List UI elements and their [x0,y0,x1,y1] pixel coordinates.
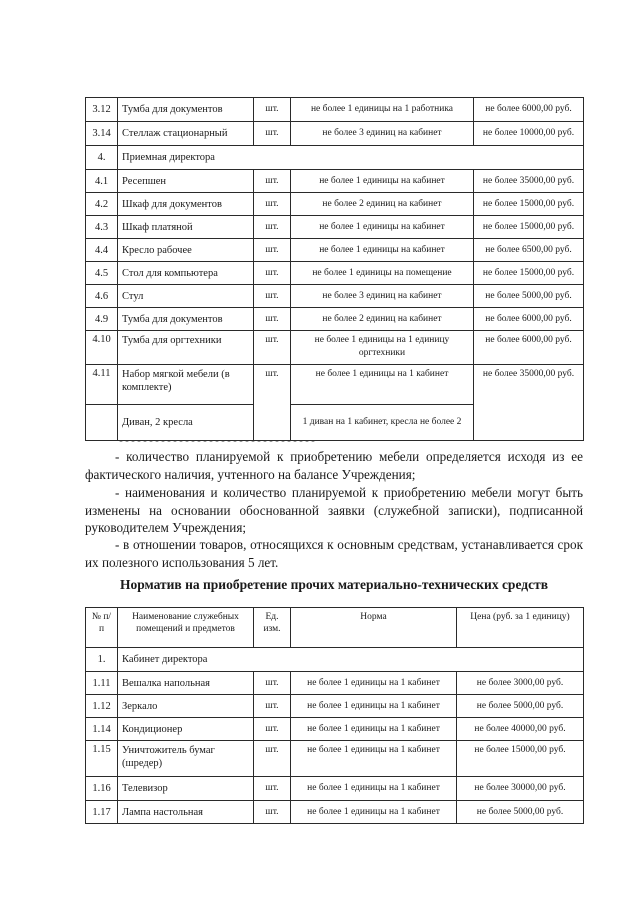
item-price: не более 10000,00 руб. [474,122,584,146]
item-name: Тумба для оргтехники [118,331,254,365]
item-price [474,405,584,441]
item-price: не более 5000,00 руб. [457,695,584,718]
item-norm: не более 1 единицы на 1 кабинет [291,741,457,777]
item-unit: шт. [254,672,291,695]
item-name: Вешалка напольная [118,672,254,695]
row-number: 1.16 [86,777,118,801]
furniture-norms-table [85,97,584,441]
row-number: 4.1 [86,170,118,193]
item-price: не более 6000,00 руб. [474,331,584,365]
table-row [86,216,584,239]
item-price: не более 6000,00 руб. [474,98,584,122]
item-name: Уничтожитель бумаг (шредер) [118,741,254,777]
table-row [86,239,584,262]
table-row [86,98,584,122]
header-name: Наименование служебных помещений и предметов [118,608,254,648]
item-name: Лампа настольная [118,801,254,824]
table-row [86,170,584,193]
header-num: № п/п [86,608,118,648]
item-norm: не более 1 единицы на 1 кабинет [291,695,457,718]
table-row [86,718,584,741]
item-name: Кондиционер [118,718,254,741]
item-unit: шт. [254,365,291,405]
item-norm: не более 2 единиц на кабинет [291,193,474,216]
row-number: 1.15 [86,741,118,777]
item-price: не более 6500,00 руб. [474,239,584,262]
item-price: не более 15000,00 руб. [474,193,584,216]
table-row [86,262,584,285]
header-norm: Норма [291,608,457,648]
item-unit: шт. [254,331,291,365]
row-number: 1.12 [86,695,118,718]
material-norms-table [85,607,584,824]
item-unit: шт. [254,98,291,122]
item-norm: не более 1 единицы на кабинет [291,239,474,262]
item-name: Диван, 2 кресла [118,405,254,441]
item-price: не более 15000,00 руб. [457,741,584,777]
item-name: Тумба для документов [118,308,254,331]
item-name: Кресло рабочее [118,239,254,262]
table-header-row [86,608,584,648]
item-price: не более 5000,00 руб. [457,801,584,824]
section-row [86,648,584,672]
row-number: 3.12 [86,98,118,122]
item-name: Стул [118,285,254,308]
item-norm: не более 1 единицы на 1 кабинет [291,365,474,405]
item-norm: не более 1 единицы на 1 единицу оргтехники [291,331,474,365]
item-unit: шт. [254,308,291,331]
row-number: 1.14 [86,718,118,741]
row-number [86,405,118,441]
table-row [86,331,584,365]
item-unit: шт. [254,170,291,193]
row-number: 4.4 [86,239,118,262]
item-norm: не более 1 единицы на кабинет [291,216,474,239]
header-unit: Ед. изм. [254,608,291,648]
item-norm: 1 диван на 1 кабинет, кресла не более 2 [291,405,474,441]
item-norm: не более 2 единиц на кабинет [291,308,474,331]
table-row [86,741,584,777]
row-number: 1.17 [86,801,118,824]
row-number: 1.11 [86,672,118,695]
item-norm: не более 1 единицы на 1 кабинет [291,672,457,695]
note-paragraph: - количество планируемой к приобретению мебели определяется исходя из ее фактического наличия, учтенного на балансе Учреждения; [85,449,583,482]
item-price: не более 35000,00 руб. [474,365,584,405]
table-row [86,777,584,801]
item-name: Шкаф платяной [118,216,254,239]
table-row [86,405,584,441]
row-number: 4.2 [86,193,118,216]
row-number: 3.14 [86,122,118,146]
item-price: не более 3000,00 руб. [457,672,584,695]
item-unit: шт. [254,216,291,239]
item-norm: не более 3 единиц на кабинет [291,122,474,146]
table-row [86,695,584,718]
section-title: Норматив на приобретение прочих материально-технических средств [119,577,549,592]
item-norm: не более 3 единиц на кабинет [291,285,474,308]
item-price: не более 35000,00 руб. [474,170,584,193]
item-name: Стол для компьютера [118,262,254,285]
item-name: Стеллаж стационарный [118,122,254,146]
item-norm: не более 1 единицы на 1 работника [291,98,474,122]
row-number: 4.9 [86,308,118,331]
item-unit: шт. [254,239,291,262]
row-number: 1. [86,648,118,672]
table-row [86,801,584,824]
row-number: 4.11 [86,365,118,405]
item-name: Телевизор [118,777,254,801]
item-unit [254,405,291,441]
item-unit: шт. [254,741,291,777]
section-name: Приемная директора [118,146,584,170]
table-row [86,193,584,216]
section-name: Кабинет директора [118,648,584,672]
item-unit: шт. [254,122,291,146]
table-row [86,122,584,146]
item-price: не более 6000,00 руб. [474,308,584,331]
table-row [86,365,584,405]
note-paragraph: - в отношении товаров, относящихся к основным средствам, устанавливается срок их полезного использования 5 лет. [85,537,583,570]
item-unit: шт. [254,718,291,741]
item-name: Тумба для документов [118,98,254,122]
item-unit: шт. [254,777,291,801]
item-price: не более 5000,00 руб. [474,285,584,308]
item-name: Набор мягкой мебели (в комплекте) [118,365,254,405]
item-unit: шт. [254,262,291,285]
row-number: 4.3 [86,216,118,239]
item-price: не более 30000,00 руб. [457,777,584,801]
table-row [86,308,584,331]
item-price: не более 15000,00 руб. [474,262,584,285]
item-norm: не более 1 единицы на 1 кабинет [291,718,457,741]
item-norm: не более 1 единицы на кабинет [291,170,474,193]
item-norm: не более 1 единицы на 1 кабинет [291,777,457,801]
item-unit: шт. [254,285,291,308]
row-number: 4.10 [86,331,118,365]
header-price: Цена (руб. за 1 единицу) [457,608,584,648]
row-number: 4.5 [86,262,118,285]
row-number: 4. [86,146,118,170]
row-number: 4.6 [86,285,118,308]
table-row [86,285,584,308]
footnote-separator: --------------------------------- [118,437,317,448]
item-unit: шт. [254,193,291,216]
item-unit: шт. [254,801,291,824]
item-price: не более 40000,00 руб. [457,718,584,741]
item-norm: не более 1 единицы на помещение [291,262,474,285]
item-price: не более 15000,00 руб. [474,216,584,239]
item-name: Зеркало [118,695,254,718]
item-unit: шт. [254,695,291,718]
item-norm: не более 1 единицы на 1 кабинет [291,801,457,824]
section-row [86,146,584,170]
note-paragraph: - наименования и количество планируемой к приобретению мебели могут быть изменены на основании обоснованной заявки (служебной записки), подписанной руководителем Учреждения; [85,485,583,535]
item-name: Ресепшен [118,170,254,193]
table-row [86,672,584,695]
item-name: Шкаф для документов [118,193,254,216]
